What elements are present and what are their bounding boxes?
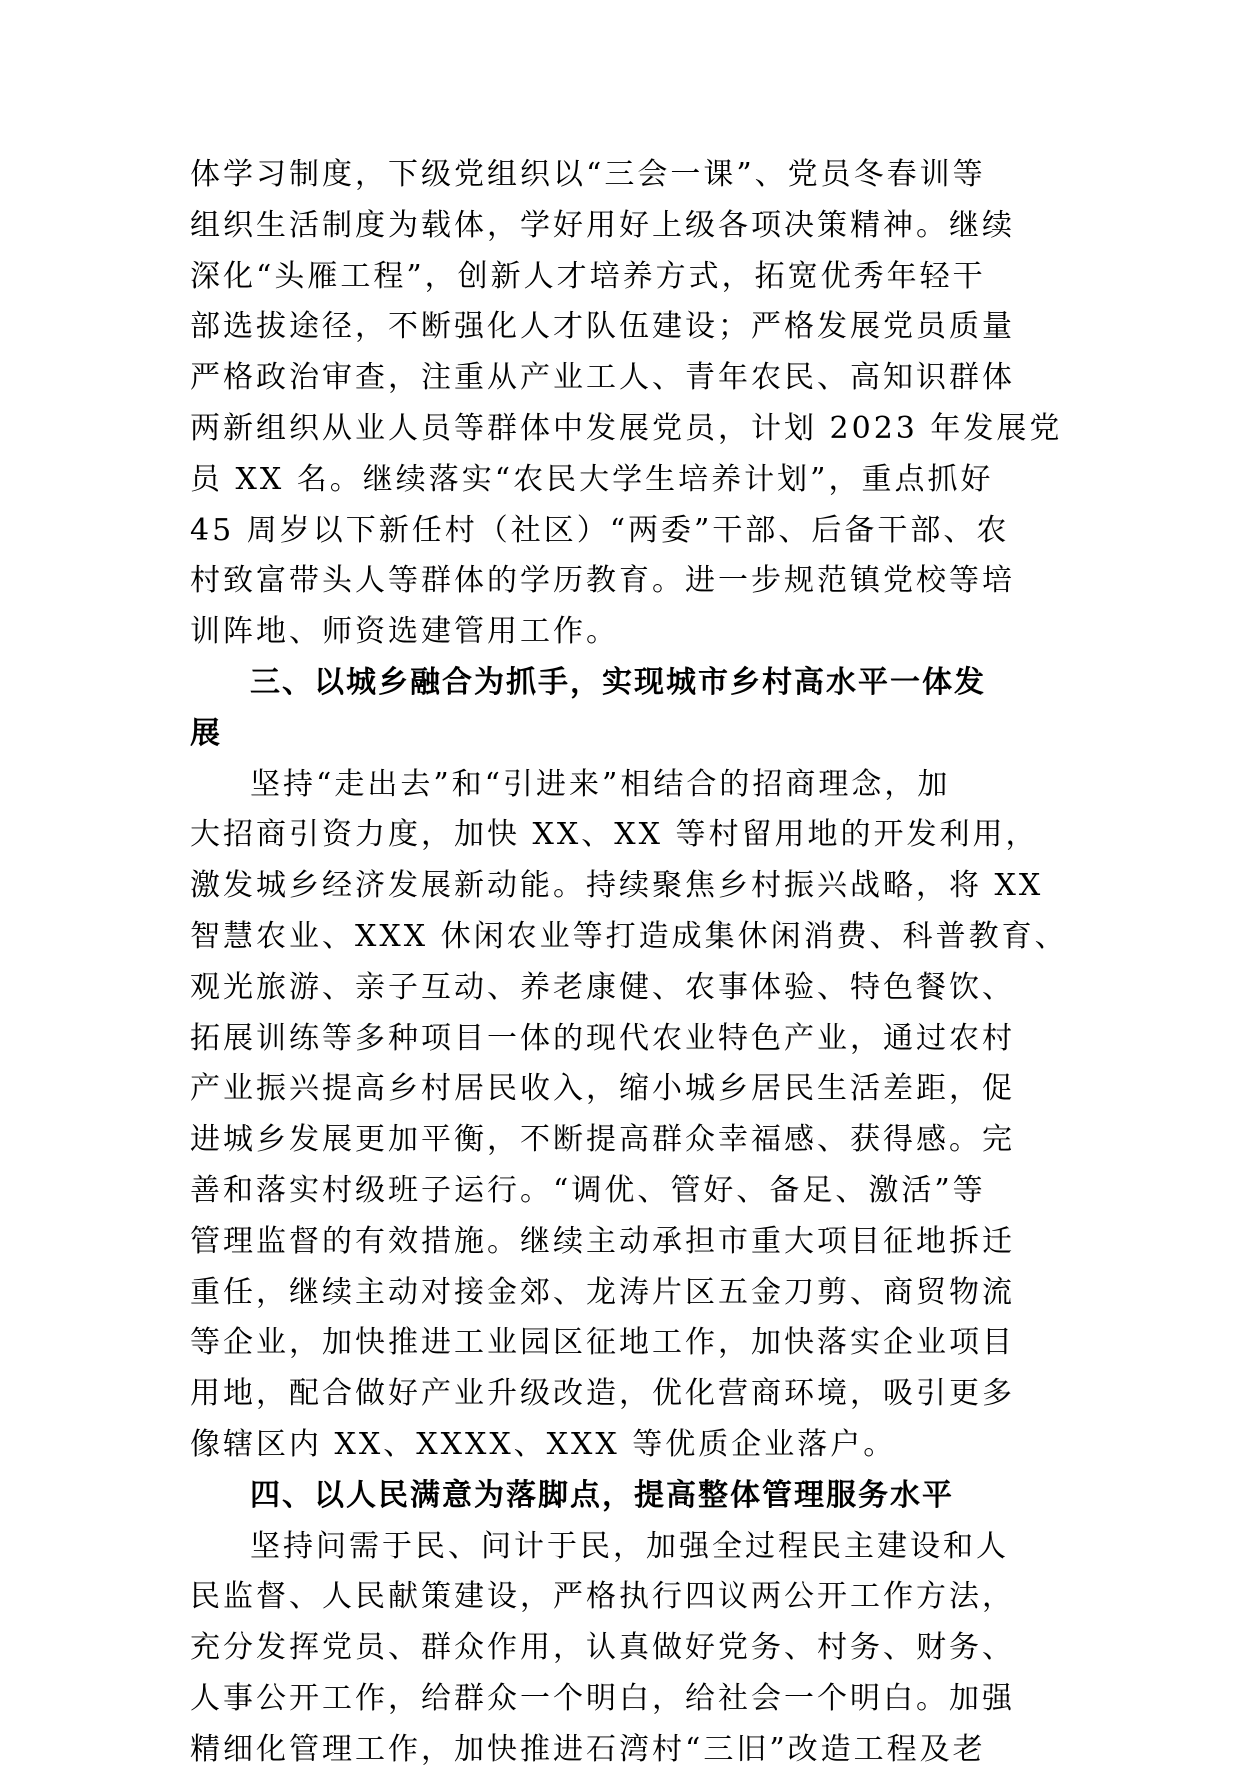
body-line: 善和落实村级班子运行。“调优、管好、备足、激活”等 bbox=[190, 1172, 986, 1208]
body-line: 重任，继续主动对接金郊、龙涛片区五金刀剪、商贸物流 bbox=[190, 1274, 1015, 1310]
body-line: 村致富带头人等群体的学历教育。进一步规范镇党校等培 bbox=[190, 563, 1015, 599]
body-line: 产业振兴提高乡村居民收入，缩小城乡居民生活差距，促 bbox=[190, 1071, 1015, 1107]
body-line: 拓展训练等多种项目一体的现代农业特色产业，通过农村 bbox=[190, 1020, 1015, 1056]
section-heading-3: 三、以城乡融合为抓手，实现城市乡村高水平一体发 bbox=[250, 664, 986, 700]
body-line: 用地，配合做好产业升级改造，优化营商环境，吸引更多 bbox=[190, 1376, 1015, 1412]
body-line: 体学习制度，下级党组织以“三会一课”、党员冬春训等 bbox=[190, 157, 986, 192]
body-line: 进城乡发展更加平衡，不断提高群众幸福感、获得感。完 bbox=[190, 1122, 1015, 1158]
section-heading-4: 四、以人民满意为落脚点，提高整体管理服务水平 bbox=[250, 1477, 954, 1513]
body-line: 训阵地、师资选建管用工作。 bbox=[190, 614, 619, 650]
paragraph-start-line: 坚持问需于民、问计于民，加强全过程民主建设和人 bbox=[250, 1528, 1009, 1564]
body-line: 像辖区内 XX、XXXX、XXX 等优质企业落户。 bbox=[190, 1426, 897, 1462]
body-line: 等企业，加快推进工业园区征地工作，加快落实企业项目 bbox=[190, 1325, 1015, 1361]
body-line: 部选拔途径，不断强化人才队伍建设；严格发展党员质量 bbox=[190, 309, 1015, 345]
body-line: 激发城乡经济发展新动能。持续聚焦乡村振兴战略，将 XX bbox=[190, 868, 1044, 904]
document-body bbox=[190, 150, 1070, 1776]
body-line: 人事公开工作，给群众一个明白，给社会一个明白。加强 bbox=[190, 1680, 1015, 1716]
body-line: 45 周岁以下新任村（社区）“两委”干部、后备干部、农 bbox=[190, 512, 1010, 548]
body-line: 两新组织从业人员等群体中发展党员，计划 2023 年发展党 bbox=[190, 410, 1063, 446]
body-line: 深化“头雁工程”，创新人才培养方式，拓宽优秀年轻干 bbox=[190, 258, 986, 294]
paragraph-start-line: 坚持“走出去”和“引进来”相结合的招商理念，加 bbox=[250, 766, 951, 802]
body-line: 民监督、人民献策建设，严格执行四议两公开工作方法， bbox=[190, 1579, 1015, 1615]
body-line: 员 XX 名。继续落实“农民大学生培养计划”，重点抓好 bbox=[190, 461, 994, 497]
body-line: 充分发挥党员、群众作用，认真做好党务、村务、财务、 bbox=[190, 1630, 1015, 1666]
body-line: 智慧农业、XXX 休闲农业等打造成集休闲消费、科普教育、 bbox=[190, 918, 1068, 954]
body-line: 严格政治审查，注重从产业工人、青年农民、高知识群体 bbox=[190, 360, 1015, 396]
body-line: 观光旅游、亲子互动、养老康健、农事体验、特色餐饮、 bbox=[190, 969, 1015, 1005]
section-heading-3-continued: 展 bbox=[190, 715, 222, 751]
body-line: 管理监督的有效措施。继续主动承担市重大项目征地拆迁 bbox=[190, 1223, 1015, 1259]
body-line: 组织生活制度为载体，学好用好上级各项决策精神。继续 bbox=[190, 207, 1015, 243]
body-line: 大招商引资力度，加快 XX、XX 等村留用地的开发利用， bbox=[190, 817, 1039, 853]
body-line: 精细化管理工作，加快推进石湾村“三旧”改造工程及老 bbox=[190, 1731, 986, 1767]
